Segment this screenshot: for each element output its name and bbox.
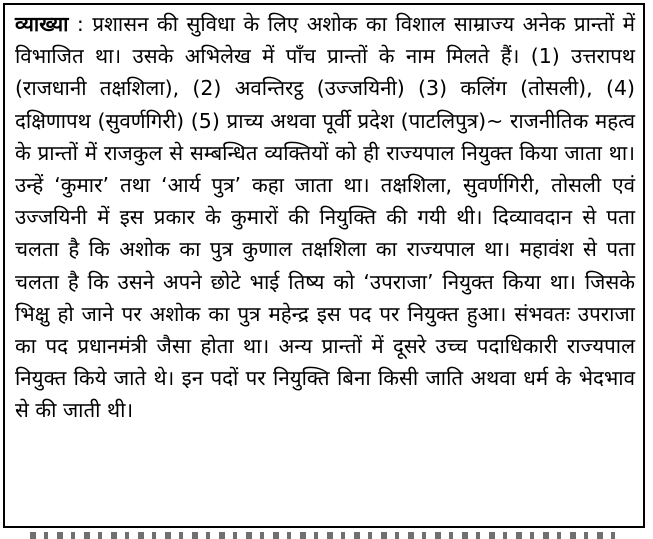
explanation-paragraph [15, 8, 635, 427]
explanation-box [3, 3, 645, 528]
explanation-body: प्रशासन की सुविधा के लिए अशोक का विशाल साम्राज्य अनेक प्रान्तों में विभाजित था। उसके अभिलेख में पाँच प्रान्तों के नाम मिलते हैं। (1) उत्तरापथ (राजधानी तक्षशिला), (2) अवन्तिरट्ठ (उज्जयिनी) (3) कलिंग (तोसली), (4) दक्षिणापथ (सुवर्णगिरी) (5) प्राच्य अथवा पूर्वी प्रदेश (पाटलिपुत्र)~ राजनीतिक महत्व के प्रान्तों में राजकुल से सम्बन्धित व्यक्तियों को ही राज्यपाल नियुक्त किया जाता था। उन्हें ‘कुमार’ तथा ‘आर्य पुत्र’ कहा जाता था। तक्षशिला, सुवर्णगिरी, तोसली एवं उज्जयिनी में इस प्रकार के कुमारों की नियुक्ति की गयी थी। दिव्यावदान से पता चलता है कि अशोक का पुत्र कुणाल तक्षशिला का राज्यपाल था। महावंश से पता चलता है कि उसने अपने छोटे भाई तिष्य को ‘उपराजा’ नियुक्त किया था। जिसके भिक्षु हो जाने पर अशोक का पुत्र महेन्द्र इस पद पर नियुक्त हुआ। संभवतः उपराजा का पद प्रधानमंत्री जैसा होता था। अन्य प्रान्तों में दूसरे उच्च पदाधिकारी राज्यपाल नियुक्त किये जाते थे। इन पदों पर नियुक्ति बिना किसी जाति अथवा धर्म के भेदभाव से की जाती थी। [15, 12, 635, 423]
cut-off-text-fragment [30, 532, 620, 539]
cut-off-next-line [0, 530, 653, 539]
explanation-heading: व्याख्या [15, 12, 69, 36]
heading-separator: : [68, 12, 93, 36]
